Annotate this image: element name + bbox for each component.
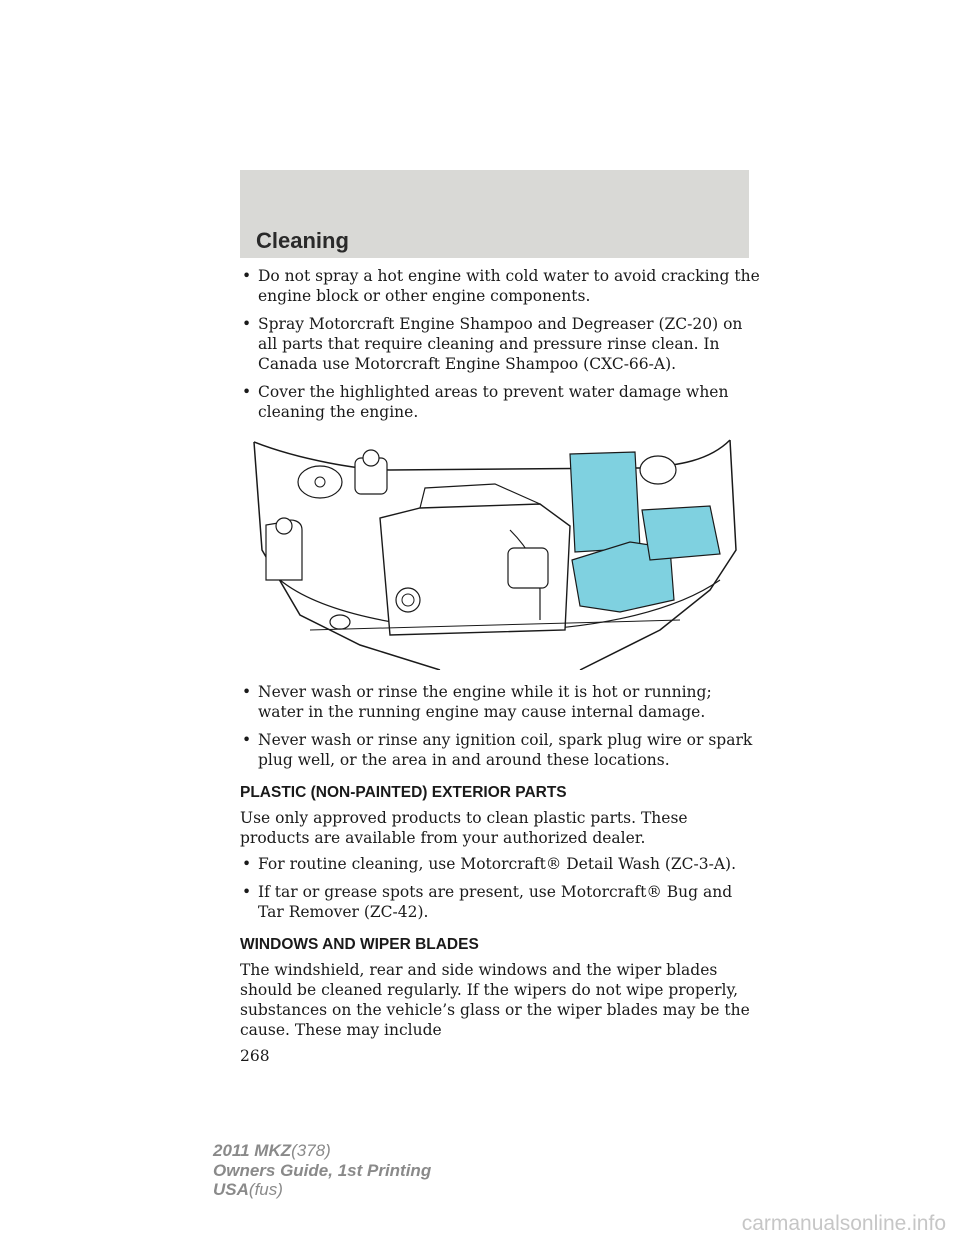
bullet-text: Never wash or rinse any ignition coil, spark plug wire or spark plug well, or the area in and around these locations.	[258, 731, 753, 769]
throttle-body	[508, 548, 548, 588]
footer-model-code: (378)	[291, 1141, 331, 1160]
print-footer	[213, 1141, 431, 1200]
section-title: Cleaning	[256, 228, 349, 253]
windows-body: The windshield, rear and side windows and the wiper blades should be cleaned regularly. If the wipers do not wipe properly, substances on the vehicle’s glass or the wiper blades may be the cause. These may include	[240, 961, 750, 1039]
engine-compartment-illustration	[240, 430, 760, 670]
page-number: 268	[240, 1047, 270, 1065]
bullet-item	[240, 382, 760, 422]
page-content	[240, 266, 760, 1066]
section-heading-plastic: PLASTIC (NON-PAINTED) EXTERIOR PARTS	[240, 784, 567, 801]
bullet-dot: •	[242, 731, 252, 749]
bullet-dot: •	[242, 683, 252, 701]
bullet-text: Never wash or rinse the engine while it is hot or running; water in the running engine may cause internal damage.	[258, 683, 712, 721]
bullet-item	[240, 682, 760, 722]
footer-market-code: (fus)	[248, 1180, 283, 1199]
footer-edition: Owners Guide, 1st Printing	[213, 1160, 432, 1180]
footer-model: 2011 MKZ	[213, 1141, 292, 1160]
plastic-intro: Use only approved products to clean plastic parts. These products are available from your authorized dealer.	[240, 809, 688, 847]
bullet-item	[240, 314, 760, 374]
bullet-item	[240, 854, 760, 874]
bullet-text: If tar or grease spots are present, use Motorcraft® Bug and Tar Remover (ZC-42).	[258, 883, 733, 921]
bullet-text: Cover the highlighted areas to prevent water damage when cleaning the engine.	[258, 383, 729, 421]
footer-market: USA	[213, 1180, 249, 1199]
bullet-dot: •	[242, 855, 252, 873]
bullet-text: Do not spray a hot engine with cold water to avoid cracking the engine block or other engine components.	[258, 267, 760, 305]
bullet-text: For routine cleaning, use Motorcraft® Detail Wash (ZC-3-A).	[258, 855, 737, 873]
dipstick-cap	[330, 615, 350, 629]
bullet-item	[240, 882, 760, 922]
bullet-item	[240, 266, 760, 306]
bullet-dot: •	[242, 315, 252, 333]
bullet-dot: •	[242, 383, 252, 401]
strut-tower-left	[298, 466, 342, 498]
engine-diagram	[240, 430, 750, 670]
bullet-dot: •	[242, 883, 252, 901]
highlight-battery	[642, 506, 720, 560]
bullet-text: Spray Motorcraft Engine Shampoo and Degreaser (ZC-20) on all parts that require cleaning and pressure rinse clean. In Canada use Motorcraft Engine Shampoo (CXC-66-A).	[258, 315, 743, 373]
watermark: carmanualsonline.info	[741, 1212, 946, 1235]
section-heading-windows: WINDOWS AND WIPER BLADES	[240, 936, 479, 953]
strut-tower-right	[640, 456, 676, 484]
oil-filler-cap	[396, 588, 420, 612]
highlight-fuse-box	[570, 452, 640, 552]
bullet-item	[240, 730, 760, 770]
bullet-dot: •	[242, 267, 252, 285]
